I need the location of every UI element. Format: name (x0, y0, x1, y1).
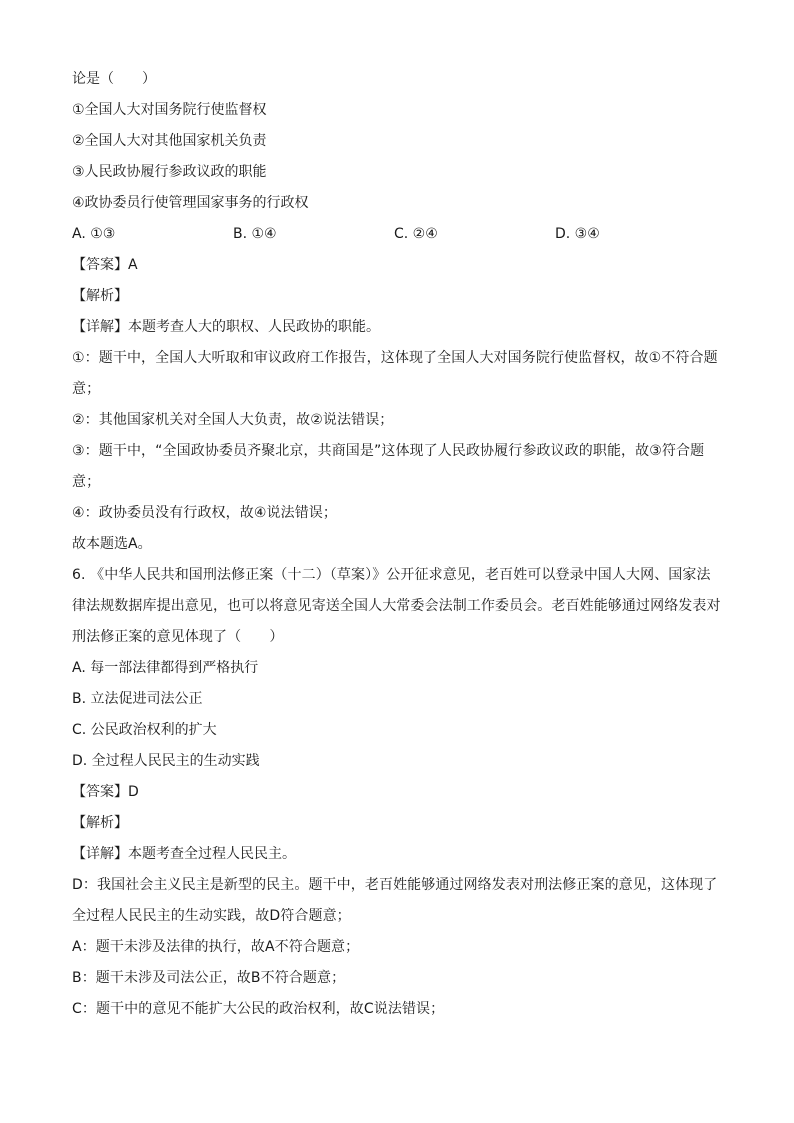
q6-option-b: B. 立法促进司法公正 (72, 691, 203, 707)
q6-option-c: C. 公民政治权利的扩大 (72, 722, 217, 738)
q6-explanation-c: C：题干中的意见不能扩大公民的政治权利，故C说法错误； (72, 1001, 445, 1017)
q6-analysis-label: 【解析】 (72, 815, 128, 831)
q5-option-d: D. ③④ (555, 226, 600, 242)
q5-explanation-3: ③：题干中，“全国政协委员齐聚北京，共商国是”这体现了人民政协履行参政议政的职能，故③符合题意； (72, 443, 705, 490)
q5-item-4: ④政协委员行使管理国家事务的行政权 (72, 195, 309, 211)
q6-explanation-b: B：题干未涉及司法公正，故B不符合题意； (72, 970, 346, 986)
q5-option-c: C. ②④ (394, 226, 438, 242)
q5-explanation-2: ②：其他国家机关对全国人大负责，故②说法错误； (72, 412, 394, 428)
q5-detail: 【详解】本题考查人大的职权、人民政协的职能。 (72, 319, 380, 335)
q6-detail: 【详解】本题考查全过程人民民主。 (72, 846, 296, 862)
q5-answer: 【答案】A (72, 257, 138, 273)
q5-conclusion: 故本题选A。 (72, 536, 152, 552)
q6-option-a: A. 每一部法律都得到严格执行 (72, 660, 259, 676)
q5-option-a: A. ①③ (72, 226, 116, 242)
q5-explanation-1: ①：题干中，全国人大听取和审议政府工作报告，这体现了全国人大对国务院行使监督权，故①不符合题意； (72, 350, 718, 397)
q5-stem-tail: 论是（ ） (72, 71, 156, 87)
q5-options (72, 219, 722, 250)
q6-explanation-d: D：我国社会主义民主是新型的民主。题干中，老百姓能够通过网络发表对刑法修正案的意见，这体现了全过程人民民主的生动实践，故D符合题意； (72, 877, 718, 924)
q6-answer: 【答案】D (72, 784, 139, 800)
q5-item-1: ①全国人大对国务院行使监督权 (72, 102, 267, 118)
q5-analysis-label: 【解析】 (72, 288, 128, 304)
q5-explanation-4: ④：政协委员没有行政权，故④说法错误； (72, 505, 338, 521)
q6-stem: 6. 《中华人民共和国刑法修正案（十二）（草案）》公开征求意见，老百姓可以登录中国人大网、国家法律法规数据库提出意见，也可以将意见寄送全国人大常委会法制工作委员会。老百姓能够通过网络发表对刑法修正案的意见体现了（ ） (72, 567, 721, 645)
q5-option-b: B. ①④ (233, 226, 277, 242)
q5-item-2: ②全国人大对其他国家机关负责 (72, 133, 267, 149)
q6-option-d: D. 全过程人民民主的生动实践 (72, 753, 260, 769)
q5-item-3: ③人民政协履行参政议政的职能 (72, 164, 267, 180)
document-page (72, 64, 722, 1025)
q6-explanation-a: A：题干未涉及法律的执行，故A不符合题意； (72, 939, 360, 955)
